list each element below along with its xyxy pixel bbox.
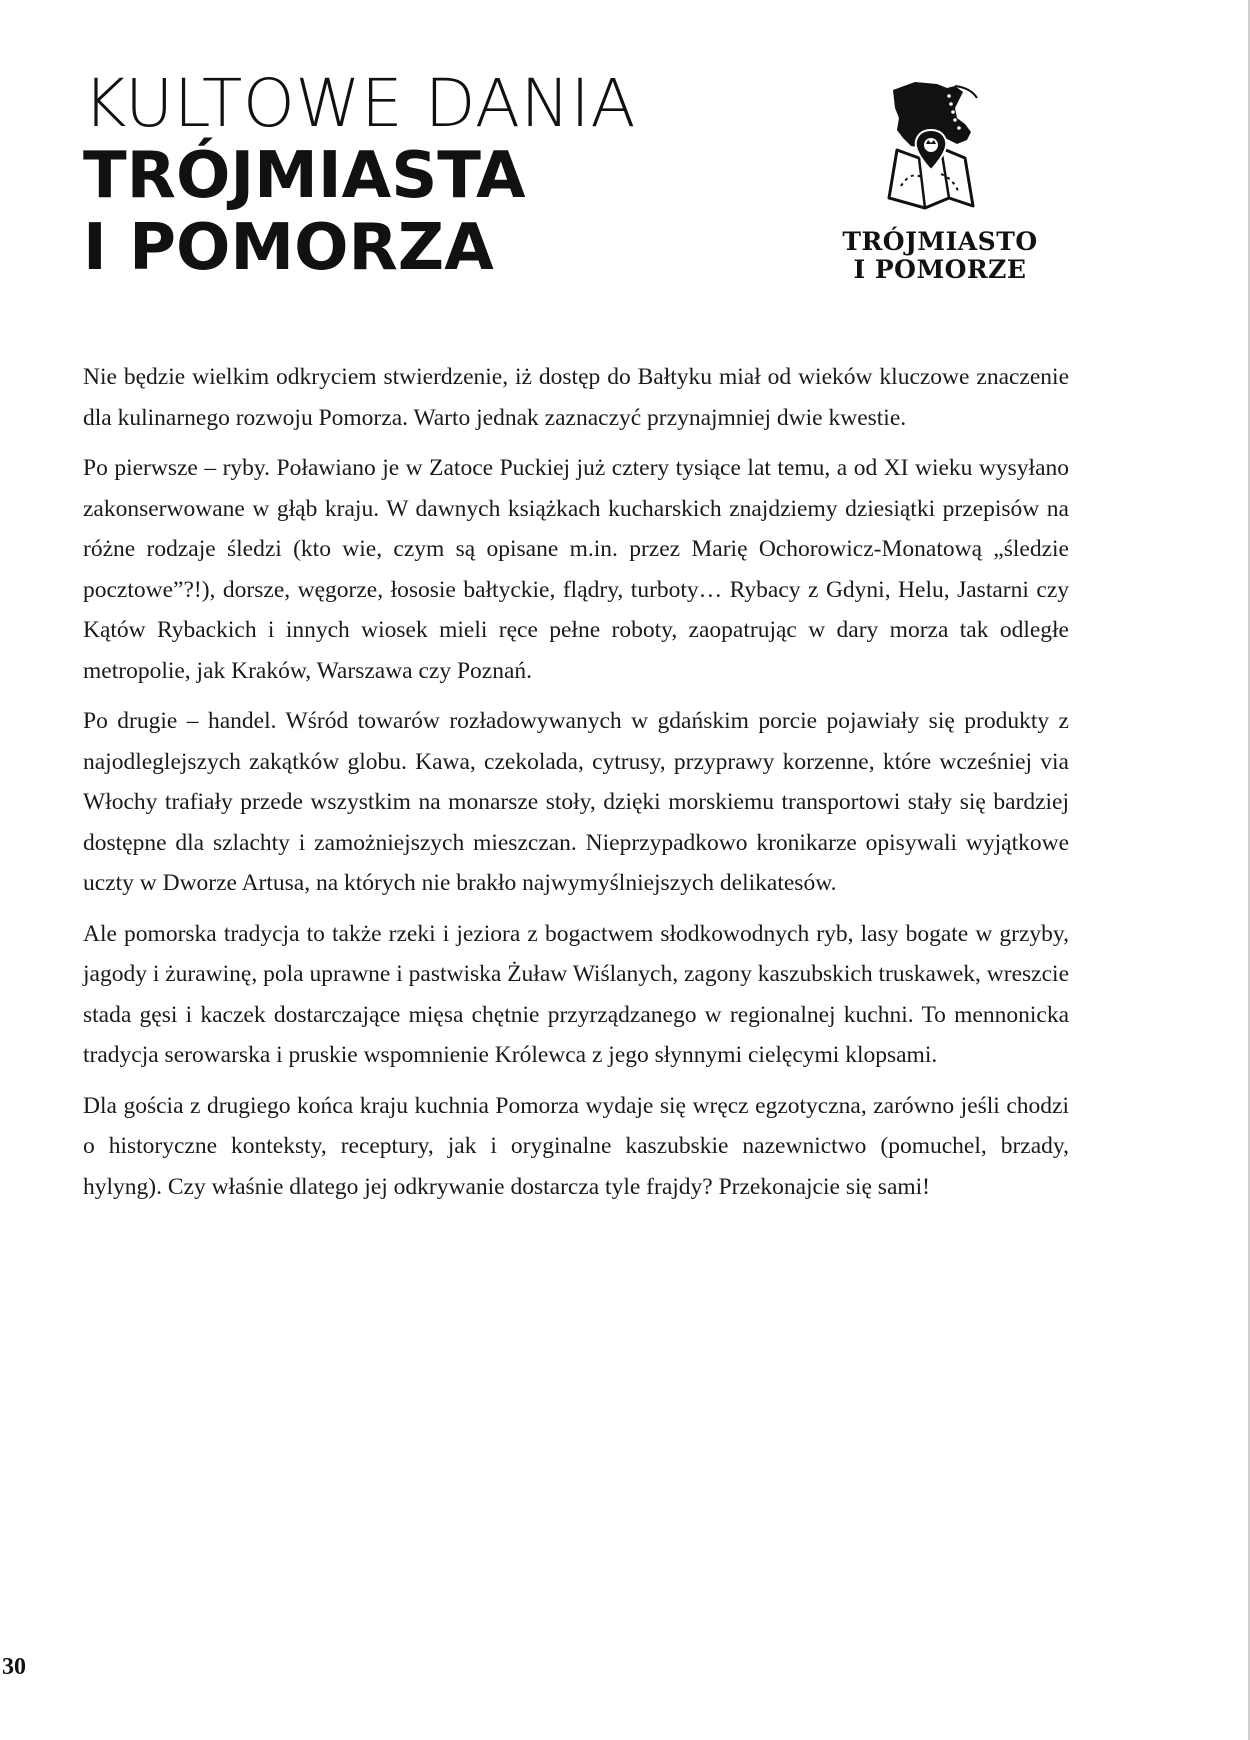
paragraph: Nie będzie wielkim odkryciem stwierdzenie, iż dostęp do Bałtyku miał od wieków kluczowe znaczenie dla kulinarnego rozwoju Pomorza. Warto jednak zaznaczyć przynajmniej dwie kwestie.	[83, 364, 1069, 431]
paragraph: Dla gościa z drugiego końca kraju kuchnia Pomorza wydaje się wręcz egzotyczna, zarówno jeśli chodzi o historyczne konteksty, receptury, jak i oryginalne kaszubskie nazewnictwo (pomuchel, brzady, hylyng). Czy właśnie dlatego jej odkrywanie dostarcza tyle frajdy? Przekonajcie się sami!	[83, 1092, 1069, 1200]
title-line-bold-1: TRÓJMIASTA	[83, 139, 526, 213]
paragraph: Po drugie – handel. Wśród towarów rozładowywanych w gdańskim porcie pojawiały się produkty z najodleglejszych zakątków globu. Kawa, czekolada, cytrusy, przyprawy korzenne, które wcześniej via Włochy trafiały przede wszystkim na monarsze stoły, dzięki morskiemu transportowi stały się bardziej dostępne dla szlachty i zamożniejszych mieszczan. Nieprzypadkowo kronikarze opisywali wyjątkowe uczty w Dworze Artusa, na których nie brakło najwymyślniejszych delikatesów.	[83, 708, 1069, 896]
logo-text-line-1: TRÓJMIASTO	[842, 227, 1038, 256]
logo-text-line-2: I POMORZE	[853, 255, 1027, 284]
page-title	[83, 65, 723, 285]
paragraph: Po pierwsze – ryby. Poławiano je w Zatoce Puckiej już cztery tysiące lat temu, a od XI wieku wysyłano zakonserwowane w głąb kraju. W dawnych książkach kucharskich znajdziemy dziesiątki przepisów na różne rodzaje śledzi (kto wie, czym są opisane m.in. przez Marię Ochorowicz-Monatową „śledzie pocztowe”?!), dorsze, węgorze, łososie bałtyckie, flądry, turboty… Rybacy z Gdyni, Helu, Jastarni czy Kątów Rybackich i innych wiosek mieli ręce pełne roboty, zaopatrując w dary morza tak odległe metropolie, jak Kraków, Warszawa czy Poznań.	[83, 455, 1069, 684]
paragraph: Ale pomorska tradycja to także rzeki i jeziora z bogactwem słodkowodnych ryb, lasy bogate w grzyby, jagody i żurawinę, pola uprawne i pastwiska Żuław Wiślanych, zagony kaszubskich truskawek, wreszcie stada gęsi i kaczek dostarczające mięsa chętnie przyrządzanego w regionalnej kuchni. To mennonicka tradycja serowarska i pruskie wspomnienie Królewca z jego słynnymi cielęcymi klopsami.	[83, 920, 1069, 1068]
page-number: 30	[2, 1654, 26, 1680]
title-line-light: KULTOWE DANIA	[83, 65, 636, 142]
map-region-pin-icon	[885, 78, 995, 218]
article-body	[83, 357, 1069, 1217]
region-logo	[830, 78, 1050, 288]
title-line-bold-2: I POMORZA	[83, 211, 494, 285]
